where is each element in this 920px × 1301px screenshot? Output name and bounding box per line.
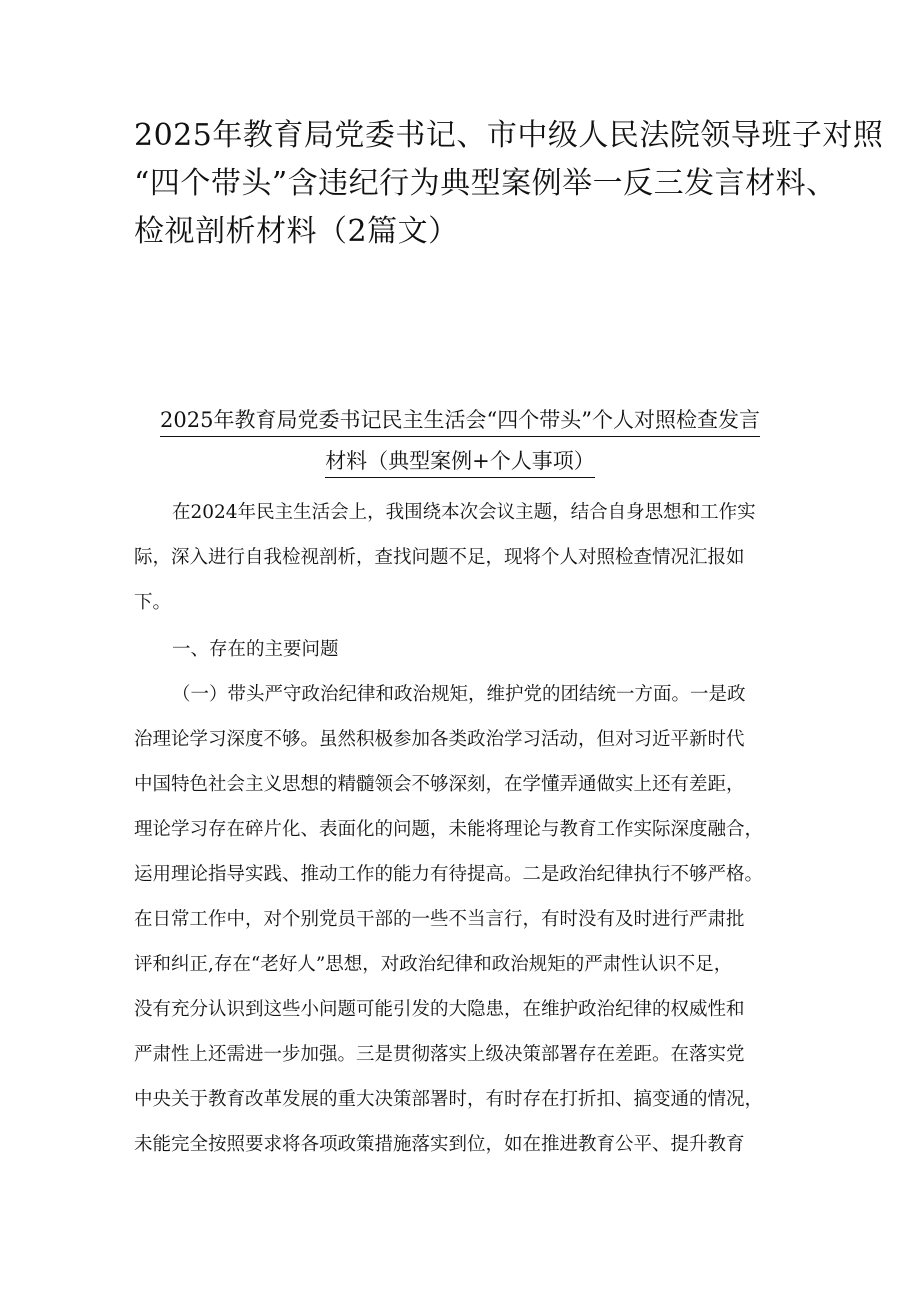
section-title-line: 材料（典型案例+个人事项） (325, 446, 595, 478)
paragraph-line: 中央关于教育改革发展的重大决策部署时，有时存在打折扣、搞变通的情况， (134, 1089, 764, 1110)
paragraph-line: 评和纠正,存在“老好人”思想，对政治纪律和政治规矩的严肃性认识不足， (134, 954, 733, 975)
section-title (130, 400, 790, 481)
document-title-line: “四个带头”含违纪行为典型案例举一反三发言材料、 (134, 166, 837, 201)
paragraph-line: 在2024年民主生活会上，我围绕本次会议主题，结合自身思想和工作实 (172, 502, 756, 523)
document-title-line: 2025年教育局党委书记、市中级人民法院领导班子对照 (134, 118, 884, 153)
document-title-line: 检视剖析材料（2篇文） (134, 214, 459, 249)
body-text (134, 490, 794, 1167)
paragraph-line: 中国特色社会主义思想的精髓领会不够深刻，在学懂弄通做实上还有差距， (134, 774, 745, 795)
section-heading: 一、存在的主要问题 (172, 639, 339, 660)
paragraph-line: （一）带头严守政治纪律和政治规矩，维护党的团结统一方面。一是政 (172, 684, 746, 705)
paragraph-line: 在日常工作中，对个别党员干部的一些不当言行，有时没有及时进行严肃批 (134, 909, 745, 930)
paragraph-line: 严肃性上还需进一步加强。三是贯彻落实上级决策部署存在差距。在落实党 (134, 1044, 745, 1065)
paragraph-line: 际，深入进行自我检视剖析，查找问题不足，现将个人对照检查情况汇报如 (134, 547, 745, 568)
paragraph-line: 下。 (134, 592, 172, 613)
paragraph-line: 未能完全按照要求将各项政策措施落实到位，如在推进教育公平、提升教育 (134, 1134, 745, 1155)
paragraph-line: 没有充分认识到这些小问题可能引发的大隐患，在维护政治纪律的权威性和 (134, 999, 745, 1020)
section-title-line: 2025年教育局党委书记民主生活会“四个带头”个人对照检查发言 (160, 405, 760, 437)
paragraph-line: 治理论学习深度不够。虽然积极参加各类政治学习活动，但对习近平新时代 (134, 729, 745, 750)
paragraph-line: 运用理论指导实践、推动工作的能力有待提高。二是政治纪律执行不够严格。 (134, 864, 764, 885)
paragraph-line: 理论学习存在碎片化、表面化的问题，未能将理论与教育工作实际深度融合， (134, 819, 764, 840)
document-title (134, 112, 884, 256)
